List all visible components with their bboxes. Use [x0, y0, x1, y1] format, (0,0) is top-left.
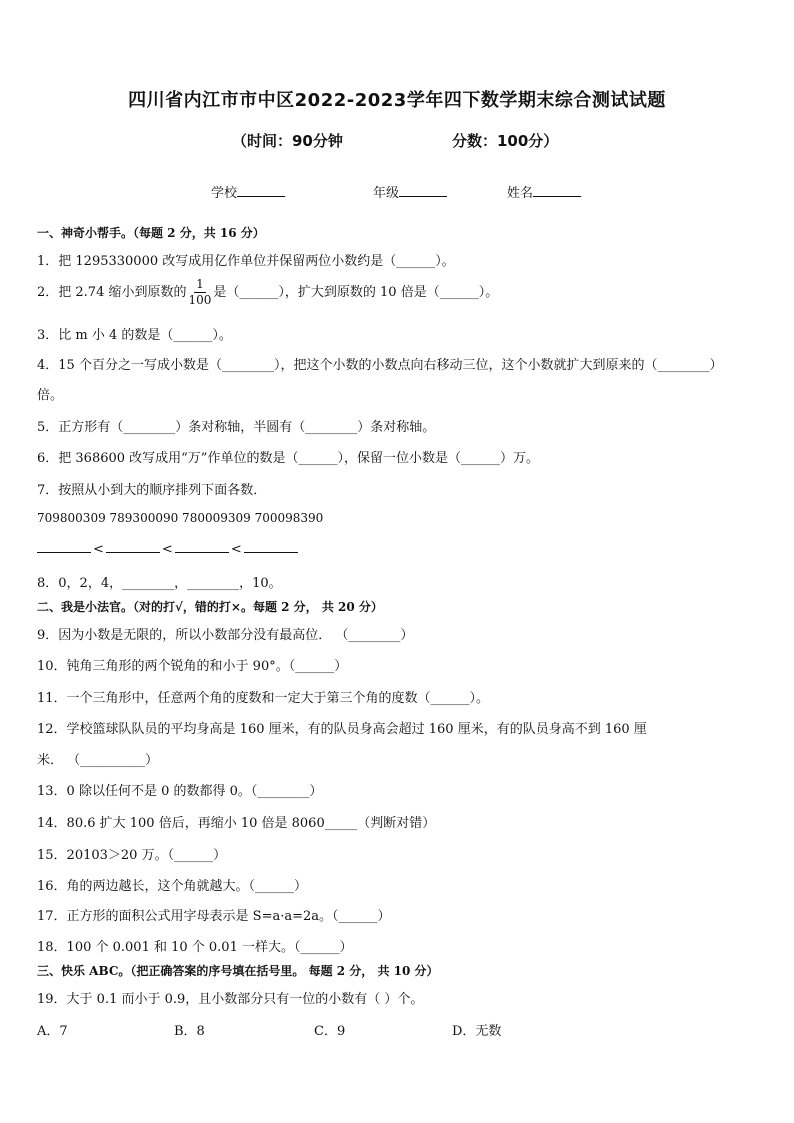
question-18: 18．100 个 0.001 和 10 个 0.01 一样大。（______）	[37, 940, 353, 955]
question-9: 9．因为小数是无限的，所以小数部分没有最高位． （________）	[37, 628, 414, 643]
name-input[interactable]	[533, 184, 581, 197]
question-13: 13．0 除以任何不是 0 的数都得 0。（________）	[37, 784, 323, 799]
question-14: 14．80.6 扩大 100 倍后，再缩小 10 倍是 8060_____（判断对错）	[37, 816, 436, 831]
question-4-continued: 倍。	[37, 388, 64, 403]
question-7-numbers: 709800309 789300090 780009309 700098390	[37, 511, 324, 525]
less-than-sign: <	[93, 542, 104, 557]
fraction	[188, 277, 211, 308]
name-field	[507, 182, 581, 201]
option-a[interactable]: A．7	[37, 1024, 68, 1039]
section-2-heading: 二、我是小法官。（对的打√，错的打×。每题 2 分， 共 20 分）	[37, 600, 383, 614]
question-7: 7．按照从小到大的顺序排列下面各数．	[37, 483, 267, 498]
score-label: 分数：100分）	[452, 132, 559, 150]
question-7-order-blanks	[37, 540, 298, 557]
question-16: 16．角的两边越长，这个角就越大。（______）	[37, 879, 308, 894]
section-3-heading: 三、快乐 ABC。（把正确答案的序号填在括号里。 每题 2 分， 共 10 分）	[37, 964, 439, 978]
question-12-continued: 米． （__________）	[37, 753, 159, 768]
school-input[interactable]	[237, 184, 285, 197]
order-blank-1[interactable]	[37, 540, 91, 553]
fraction-numerator: 1	[196, 277, 204, 291]
order-blank-2[interactable]	[106, 540, 160, 553]
question-10: 10．钝角三角形的两个锐角的和小于 90°。（______）	[37, 659, 348, 674]
question-15: 15．20103＞20 万。（______）	[37, 848, 227, 863]
school-field	[211, 182, 285, 201]
page-title: 四川省内江市市中区2022-2023学年四下数学期末综合测试试题	[128, 90, 666, 111]
question-11: 11．一个三角形中，任意两个角的度数和一定大于第三个角的度数（______）。	[37, 691, 490, 706]
grade-input[interactable]	[399, 184, 447, 197]
question-2	[37, 277, 498, 308]
question-5: 5．正方形有（________）条对称轴，半圆有（________）条对称轴。	[37, 420, 436, 435]
question-2-suffix: 是（______），扩大到原数的 10 倍是（______）。	[213, 285, 499, 300]
question-17: 17．正方形的面积公式用字母表示是 S=a·a=2a。（______）	[37, 909, 391, 924]
order-blank-4[interactable]	[244, 540, 298, 553]
grade-label: 年级	[373, 186, 400, 201]
question-2-prefix: 2．把 2.74 缩小到原数的	[37, 285, 187, 300]
question-1: 1．把 1295330000 改写成用亿作单位并保留两位小数约是（______）。	[37, 254, 455, 269]
section-1-heading: 一、神奇小帮手。（每题 2 分，共 16 分）	[37, 226, 265, 240]
grade-field	[373, 182, 447, 201]
school-label: 学校	[211, 186, 238, 201]
name-label: 姓名	[507, 186, 534, 201]
option-d[interactable]: D．无数	[452, 1024, 502, 1039]
fraction-denominator: 100	[188, 293, 212, 307]
less-than-sign: <	[161, 542, 173, 557]
option-b[interactable]: B．8	[174, 1024, 205, 1039]
question-8: 8．0，2，4，________，________，10。	[37, 576, 282, 591]
question-12: 12．学校篮球队队员的平均身高是 160 厘米，有的队员身高会超过 160 厘米，有的队员身高不到 160 厘	[37, 722, 647, 737]
question-3: 3．比 m 小 4 的数是（______）。	[37, 328, 232, 343]
question-4: 4．15 个百分之一写成小数是（________），把这个小数的小数点向右移动三位，这个小数就扩大到原来的（________）	[37, 358, 723, 373]
question-6: 6．把 368600 改写成用“万”作单位的数是（______），保留一位小数是（______）万。	[37, 451, 539, 466]
order-blank-3[interactable]	[175, 540, 229, 553]
question-19: 19．大于 0.1 而小于 0.9，且小数部分只有一位的小数有（ ）个。	[37, 992, 424, 1007]
option-c[interactable]: C．9	[314, 1024, 346, 1039]
less-than-sign: <	[230, 542, 242, 557]
time-label: （时间：90分钟	[232, 132, 343, 150]
